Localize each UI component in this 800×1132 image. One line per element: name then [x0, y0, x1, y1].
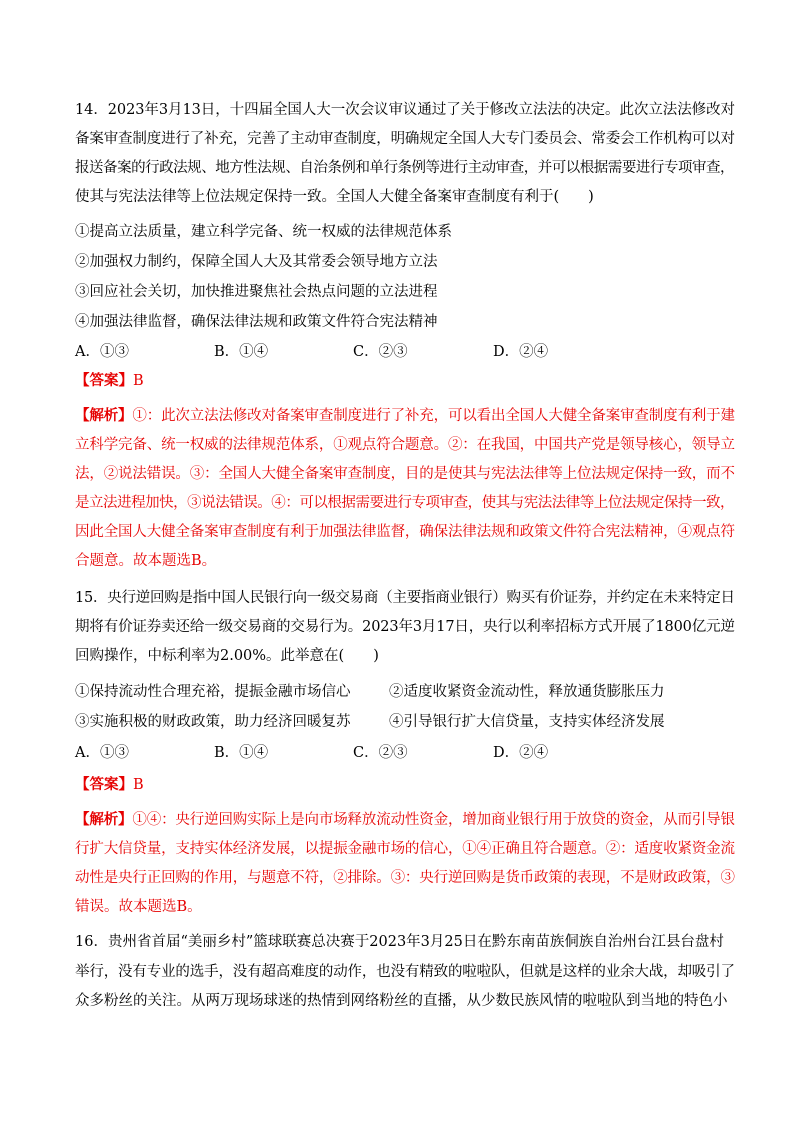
q15-stem-line: 期将有价证券卖还给一级交易商的交易行为。2023年3月17日，央行以利率招标方式开展了1800亿元逆 — [75, 619, 735, 635]
q15-item: ④引导银行扩大信贷量，支持实体经济发展 — [389, 714, 665, 730]
answer-value: B — [133, 373, 144, 389]
q15-analysis-line: 动性是央行正回购的作用，与题意不符，②排除。③：央行逆回购是货币政策的表现，不是财政政策，③ — [75, 870, 735, 886]
q16-stem-line: 16．贵州省首届“美丽乡村”篮球联赛总决赛于2023年3月25日在黔东南苗族侗族自治州台江县台盘村 — [75, 934, 724, 950]
q15-analysis-line: 错误。故本题选B。 — [75, 899, 202, 915]
analysis-tag: 【解析】 — [75, 811, 133, 828]
q14-stem-line: 14．2023年3月13日，十四届全国人大一次会议审议通过了关于修改立法法的决定。此次立法法修改对 — [75, 102, 735, 118]
q14-choice-d: D．②④ — [493, 344, 549, 360]
q14-analysis-line — [75, 406, 735, 426]
q15-choice-a: A．①③ — [75, 745, 129, 761]
analysis-text: ①④：央行逆回购实际上是向市场释放流动性资金，增加商业银行用于放贷的资金，从而引导银 — [132, 812, 735, 828]
q14-stem-line: 备案审查制度进行了补充，完善了主动审查制度，明确规定全国人大专门委员会、常委会工作机构可以对 — [75, 131, 735, 147]
q14-choice-a: A．①③ — [75, 344, 129, 360]
q15-choice-d: D．②④ — [493, 745, 549, 761]
q14-answer — [75, 371, 735, 391]
analysis-text: ①：此次立法法修改对备案审查制度进行了补充，可以看出全国人大健全备案审查制度有利于建 — [132, 408, 735, 424]
q14-analysis-line: 立科学完备、统一权威的法律规范体系，①观点符合题意。②：在我国，中国共产党是领导核心，领导立 — [75, 437, 735, 453]
answer-tag: 【答案】 — [75, 372, 133, 389]
q14-analysis-line: 是立法进程加快，③说法错误。④：可以根据需要进行专项审查，使其与宪法法律等上位法规定保持一致， — [75, 495, 735, 511]
q14-item: ③回应社会关切，加快推进聚焦社会热点问题的立法进程 — [75, 284, 438, 300]
answer-value: B — [133, 777, 144, 793]
q14-choice-b: B．①④ — [214, 344, 269, 360]
q14-item: ①提高立法质量，建立科学完备、统一权威的法律规范体系 — [75, 224, 452, 240]
q15-stem-line: 回购操作，中标利率为2.00%。此举意在( ) — [75, 648, 379, 664]
analysis-tag: 【解析】 — [75, 407, 133, 424]
q14-stem-line: 使其与宪法法律等上位法规定保持一致。全国人大健全备案审查制度有利于( ) — [75, 189, 594, 205]
q14-stem-line: 报送备案的行政法规、地方性法规、自治条例和单行条例等进行主动审查，并可以根据需要进行专项审查， — [75, 160, 735, 176]
q16-stem-line: 举行，没有专业的选手，没有超高难度的动作，也没有精致的啦啦队，但就是这样的业余大战，却吸引了 — [75, 964, 735, 980]
q15-choice-c: C．②③ — [353, 745, 408, 761]
q15-stem-line: 15．央行逆回购是指中国人民银行向一级交易商（主要指商业银行）购买有价证券，并约定在未来特定日 — [75, 590, 735, 606]
q15-choice-b: B．①④ — [214, 745, 269, 761]
q14-item: ④加强法律监督，确保法律法规和政策文件符合宪法精神 — [75, 314, 438, 330]
q14-analysis-line: 因此全国人大健全备案审查制度有利于加强法律监督，确保法律法规和政策文件符合宪法精神，④观点符 — [75, 524, 735, 540]
q15-analysis-line: 行扩大信贷量，支持实体经济发展，以提振金融市场的信心，①④正确且符合题意。②：适度收紧资金流 — [75, 841, 735, 857]
q15-analysis-line — [75, 810, 735, 830]
q15-item: ②适度收紧资金流动性，释放通货膨胀压力 — [389, 684, 665, 700]
q14-analysis-line: 合题意。故本题选B。 — [75, 553, 217, 569]
q14-choice-c: C．②③ — [353, 344, 408, 360]
q14-analysis-line: 法，②说法错误。③：全国人大健全备案审查制度，目的是使其与宪法法律等上位法规定保持一致，而不 — [75, 466, 735, 482]
answer-tag: 【答案】 — [75, 776, 133, 793]
q16-stem-line: 众多粉丝的关注。从两万现场球迷的热情到网络粉丝的直播，从少数民族风情的啦啦队到当地的特色小 — [75, 993, 728, 1009]
q15-item: ①保持流动性合理充裕，提振金融市场信心 — [75, 684, 351, 700]
q15-answer — [75, 775, 735, 795]
q15-item: ③实施积极的财政政策，助力经济回暖复苏 — [75, 714, 351, 730]
q14-item: ②加强权力制约，保障全国人大及其常委会领导地方立法 — [75, 254, 438, 270]
